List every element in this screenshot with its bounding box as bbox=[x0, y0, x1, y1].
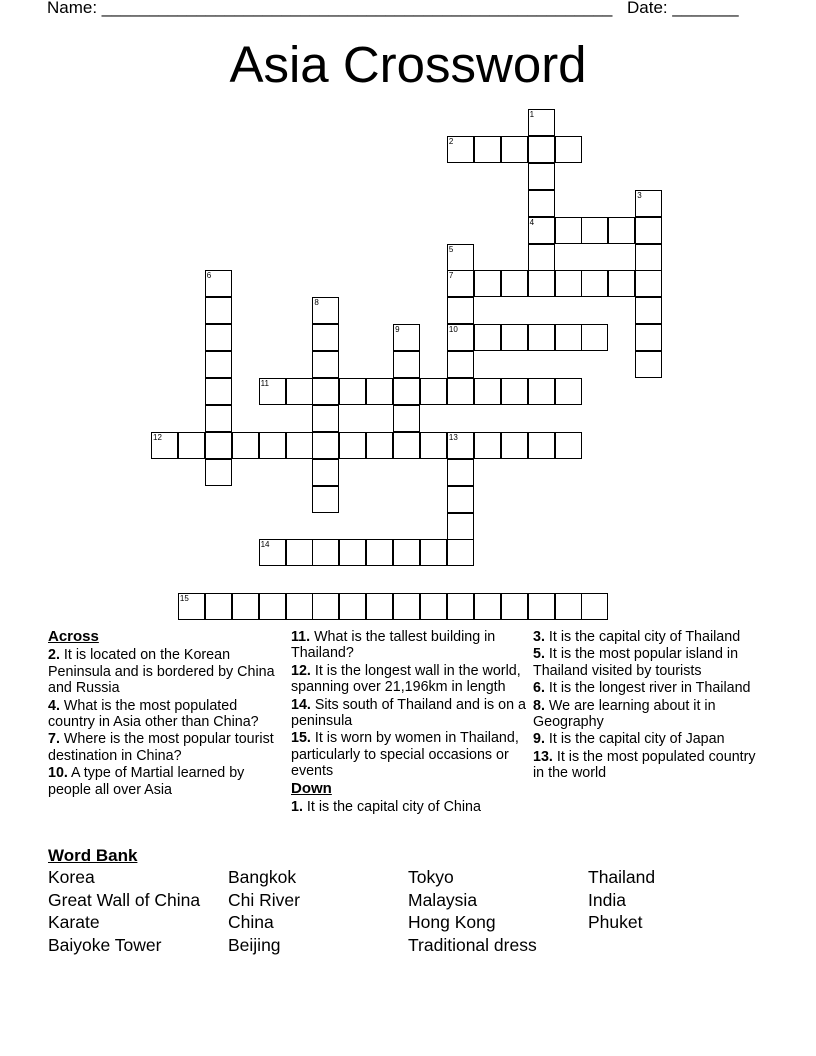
crossword-cell[interactable] bbox=[447, 593, 474, 620]
name-field[interactable]: Name: ______________________________________________________ bbox=[47, 0, 613, 17]
crossword-cell[interactable] bbox=[528, 378, 555, 405]
clue-number: 4 bbox=[529, 217, 535, 227]
crossword-cell[interactable] bbox=[420, 378, 447, 405]
crossword-cell[interactable] bbox=[447, 459, 474, 486]
clue-down-3: 3. It is the capital city of Thailand bbox=[533, 629, 741, 645]
crossword-cell[interactable] bbox=[259, 539, 286, 566]
crossword-cell[interactable] bbox=[366, 539, 393, 566]
word-bank-item: Traditional dress bbox=[408, 934, 537, 955]
word-bank-item: Chi River bbox=[228, 889, 300, 910]
clue-number: 7 bbox=[448, 271, 454, 281]
crossword-cell[interactable] bbox=[205, 324, 232, 351]
crossword-cell[interactable] bbox=[555, 136, 582, 163]
word-bank-title: Word Bank bbox=[48, 846, 138, 865]
word-bank-item: China bbox=[228, 912, 274, 933]
word-bank-item: Baiyoke Tower bbox=[48, 934, 162, 955]
clue-across-4: 4. What is the most populated country in Asia other than China? bbox=[48, 697, 259, 731]
crossword-cell[interactable] bbox=[447, 432, 474, 459]
clue-down-6: 6. It is the longest river in Thailand bbox=[533, 680, 751, 697]
crossword-cell[interactable] bbox=[555, 217, 582, 244]
crossword-cell[interactable] bbox=[474, 432, 501, 459]
crossword-cell[interactable] bbox=[528, 190, 555, 217]
crossword-cell[interactable] bbox=[205, 593, 232, 620]
crossword-cell[interactable] bbox=[312, 297, 339, 324]
crossword-cell[interactable] bbox=[608, 217, 635, 244]
crossword-cell[interactable] bbox=[286, 378, 313, 405]
clue-across-14: 14. Sits south of Thailand and is on a peninsula bbox=[291, 696, 526, 730]
crossword-cell[interactable] bbox=[447, 324, 474, 351]
clue-across-2: 2. It is located on the Korean Peninsula and is bordered by China and Russia bbox=[48, 647, 275, 697]
crossword-cell[interactable] bbox=[205, 378, 232, 405]
crossword-cell[interactable] bbox=[528, 163, 555, 190]
crossword-cell[interactable] bbox=[312, 351, 339, 378]
crossword-cell[interactable] bbox=[393, 539, 420, 566]
crossword-cell[interactable] bbox=[447, 539, 474, 566]
page-title: Asia Crossword bbox=[229, 36, 587, 93]
clue-across-7: 7. Where is the most popular tourist destination in China? bbox=[48, 731, 274, 764]
crossword-cell[interactable] bbox=[528, 217, 555, 244]
clue-number: 11 bbox=[260, 379, 269, 388]
crossword-cell[interactable] bbox=[259, 432, 286, 459]
word-bank-item: Phuket bbox=[588, 912, 643, 933]
crossword-cell[interactable] bbox=[366, 378, 393, 405]
crossword-cell[interactable] bbox=[286, 432, 313, 459]
clue-number: 9 bbox=[395, 325, 400, 335]
crossword-cell[interactable] bbox=[447, 244, 474, 271]
crossword-cell[interactable] bbox=[393, 432, 420, 459]
crossword-cell[interactable] bbox=[581, 593, 608, 620]
crossword-cell[interactable] bbox=[501, 324, 528, 351]
crossword-cell[interactable] bbox=[366, 432, 393, 459]
crossword-cell[interactable] bbox=[528, 109, 555, 136]
crossword-cell[interactable] bbox=[312, 378, 339, 405]
crossword-cell[interactable] bbox=[259, 593, 286, 620]
clue-number: 1 bbox=[529, 110, 535, 119]
crossword-cell[interactable] bbox=[635, 217, 662, 244]
crossword-cell[interactable] bbox=[339, 593, 366, 620]
word-bank-item: Karate bbox=[48, 912, 100, 933]
crossword-cell[interactable] bbox=[151, 432, 178, 459]
clue-number: 8 bbox=[314, 298, 319, 308]
crossword-cell[interactable] bbox=[205, 459, 232, 486]
crossword-cell[interactable] bbox=[474, 324, 501, 351]
crossword-cell[interactable] bbox=[312, 432, 339, 459]
crossword-cell[interactable] bbox=[366, 593, 393, 620]
clue-across-11: 11. What is the tallest building in Thailand? bbox=[291, 629, 496, 662]
clue-number: 14 bbox=[260, 540, 270, 550]
clue-number: 2 bbox=[448, 136, 454, 146]
crossword-cell[interactable] bbox=[528, 324, 555, 351]
crossword-cell[interactable] bbox=[205, 270, 232, 297]
crossword-cell[interactable] bbox=[205, 297, 232, 324]
crossword-cell[interactable] bbox=[474, 378, 501, 405]
clues-column-2 bbox=[291, 629, 526, 816]
crossword-cell[interactable] bbox=[205, 351, 232, 378]
crossword-cell[interactable] bbox=[635, 270, 662, 297]
word-bank-item: Tokyo bbox=[408, 867, 454, 887]
crossword-cell[interactable] bbox=[581, 217, 608, 244]
crossword-cell[interactable] bbox=[447, 378, 474, 405]
crossword-cell[interactable] bbox=[555, 378, 582, 405]
clue-across-10: 10. A type of Martial learned by people all over Asia bbox=[48, 765, 245, 798]
crossword-cell[interactable] bbox=[393, 351, 420, 378]
crossword-cell[interactable] bbox=[312, 459, 339, 486]
word-bank-item: Great Wall of China bbox=[48, 889, 201, 910]
crossword-cell[interactable] bbox=[205, 405, 232, 432]
crossword-cell[interactable] bbox=[555, 432, 582, 459]
clues-column-3 bbox=[533, 629, 768, 783]
crossword-cell[interactable] bbox=[178, 593, 205, 620]
crossword-cell[interactable] bbox=[205, 432, 232, 459]
crossword-cell[interactable] bbox=[581, 324, 608, 351]
crossword-cell[interactable] bbox=[259, 378, 286, 405]
crossword-cell[interactable] bbox=[608, 270, 635, 297]
across-heading: Across bbox=[48, 628, 99, 645]
word-bank-item: Thailand bbox=[588, 867, 656, 887]
crossword-cell[interactable] bbox=[528, 136, 555, 163]
clue-number: 3 bbox=[637, 190, 642, 200]
clue-number: 5 bbox=[448, 244, 454, 254]
crossword-cell[interactable] bbox=[447, 351, 474, 378]
clues-column-1 bbox=[48, 629, 278, 799]
crossword-cell[interactable] bbox=[420, 432, 447, 459]
clue-number: 12 bbox=[153, 432, 162, 442]
down-heading: Down bbox=[291, 779, 332, 797]
crossword-cell[interactable] bbox=[312, 405, 339, 432]
crossword-cell[interactable] bbox=[528, 593, 555, 620]
crossword-cell[interactable] bbox=[339, 539, 366, 566]
word-bank-item: Hong Kong bbox=[408, 912, 496, 933]
crossword-cell[interactable] bbox=[286, 593, 313, 620]
clue-across-15: 15. It is worn by women in Thailand, particularly to special occasions or events bbox=[291, 730, 519, 780]
crossword-cell[interactable] bbox=[232, 593, 259, 620]
word-bank-item: Malaysia bbox=[408, 889, 478, 910]
crossword-cell[interactable] bbox=[501, 378, 528, 405]
crossword-cell[interactable] bbox=[474, 593, 501, 620]
crossword-cell[interactable] bbox=[635, 297, 662, 324]
crossword-cell[interactable] bbox=[420, 539, 447, 566]
crossword-cell[interactable] bbox=[232, 432, 259, 459]
crossword-cell[interactable] bbox=[312, 486, 339, 513]
crossword-cell[interactable] bbox=[635, 190, 662, 217]
crossword-cell[interactable] bbox=[555, 324, 582, 351]
clue-number: 6 bbox=[206, 271, 212, 281]
crossword-cell[interactable] bbox=[501, 593, 528, 620]
clue-number: 13 bbox=[448, 432, 458, 442]
word-bank bbox=[48, 867, 768, 957]
crossword-cell[interactable] bbox=[393, 593, 420, 620]
crossword-cell[interactable] bbox=[528, 270, 555, 297]
crossword-cell[interactable] bbox=[339, 432, 366, 459]
crossword-cell[interactable] bbox=[635, 324, 662, 351]
crossword-cell[interactable] bbox=[635, 244, 662, 271]
date-field[interactable]: Date: _______ bbox=[627, 0, 739, 17]
clue-number: 15 bbox=[179, 594, 189, 604]
clue-down-13: 13. It is the most populated country in the world bbox=[533, 748, 756, 782]
word-bank-item: Bangkok bbox=[228, 867, 297, 887]
crossword-cell[interactable] bbox=[555, 270, 582, 297]
clue-down-9: 9. It is the capital city of Japan bbox=[533, 731, 725, 748]
clue-down-5: 5. It is the most popular island in Thailand visited by tourists bbox=[533, 646, 739, 679]
crossword-cell[interactable] bbox=[501, 432, 528, 459]
word-bank-item: Beijing bbox=[228, 934, 281, 955]
crossword-cell[interactable] bbox=[447, 513, 474, 540]
crossword-cell[interactable] bbox=[339, 378, 366, 405]
crossword-cell[interactable] bbox=[393, 378, 420, 405]
crossword-cell[interactable] bbox=[501, 270, 528, 297]
crossword-cell[interactable] bbox=[447, 136, 474, 163]
clue-across-12: 12. It is the longest wall in the world, spanning over 21,196km in length bbox=[291, 662, 521, 696]
clue-down-1: 1. It is the capital city of China bbox=[291, 799, 481, 816]
crossword-cell[interactable] bbox=[581, 270, 608, 297]
crossword-cell[interactable] bbox=[555, 593, 582, 620]
clue-number: 10 bbox=[448, 325, 458, 335]
crossword-cell[interactable] bbox=[528, 244, 555, 271]
crossword-cell[interactable] bbox=[393, 405, 420, 432]
clue-down-8: 8. We are learning about it in Geography bbox=[533, 697, 716, 731]
crossword-cell[interactable] bbox=[420, 593, 447, 620]
crossword-cell[interactable] bbox=[501, 136, 528, 163]
crossword-cell[interactable] bbox=[393, 324, 420, 351]
crossword-cell[interactable] bbox=[312, 593, 339, 620]
crossword-cell[interactable] bbox=[528, 432, 555, 459]
crossword-cell[interactable] bbox=[474, 270, 501, 297]
crossword-cell[interactable] bbox=[286, 539, 313, 566]
crossword-cell[interactable] bbox=[474, 136, 501, 163]
word-bank-item: India bbox=[588, 889, 626, 910]
crossword-cell[interactable] bbox=[178, 432, 205, 459]
crossword-cell[interactable] bbox=[447, 486, 474, 513]
word-bank-item: Korea bbox=[48, 867, 95, 887]
crossword-cell[interactable] bbox=[635, 351, 662, 378]
crossword-cell[interactable] bbox=[312, 324, 339, 351]
crossword-cell[interactable] bbox=[447, 270, 474, 297]
crossword-cell[interactable] bbox=[312, 539, 339, 566]
crossword-cell[interactable] bbox=[447, 297, 474, 324]
